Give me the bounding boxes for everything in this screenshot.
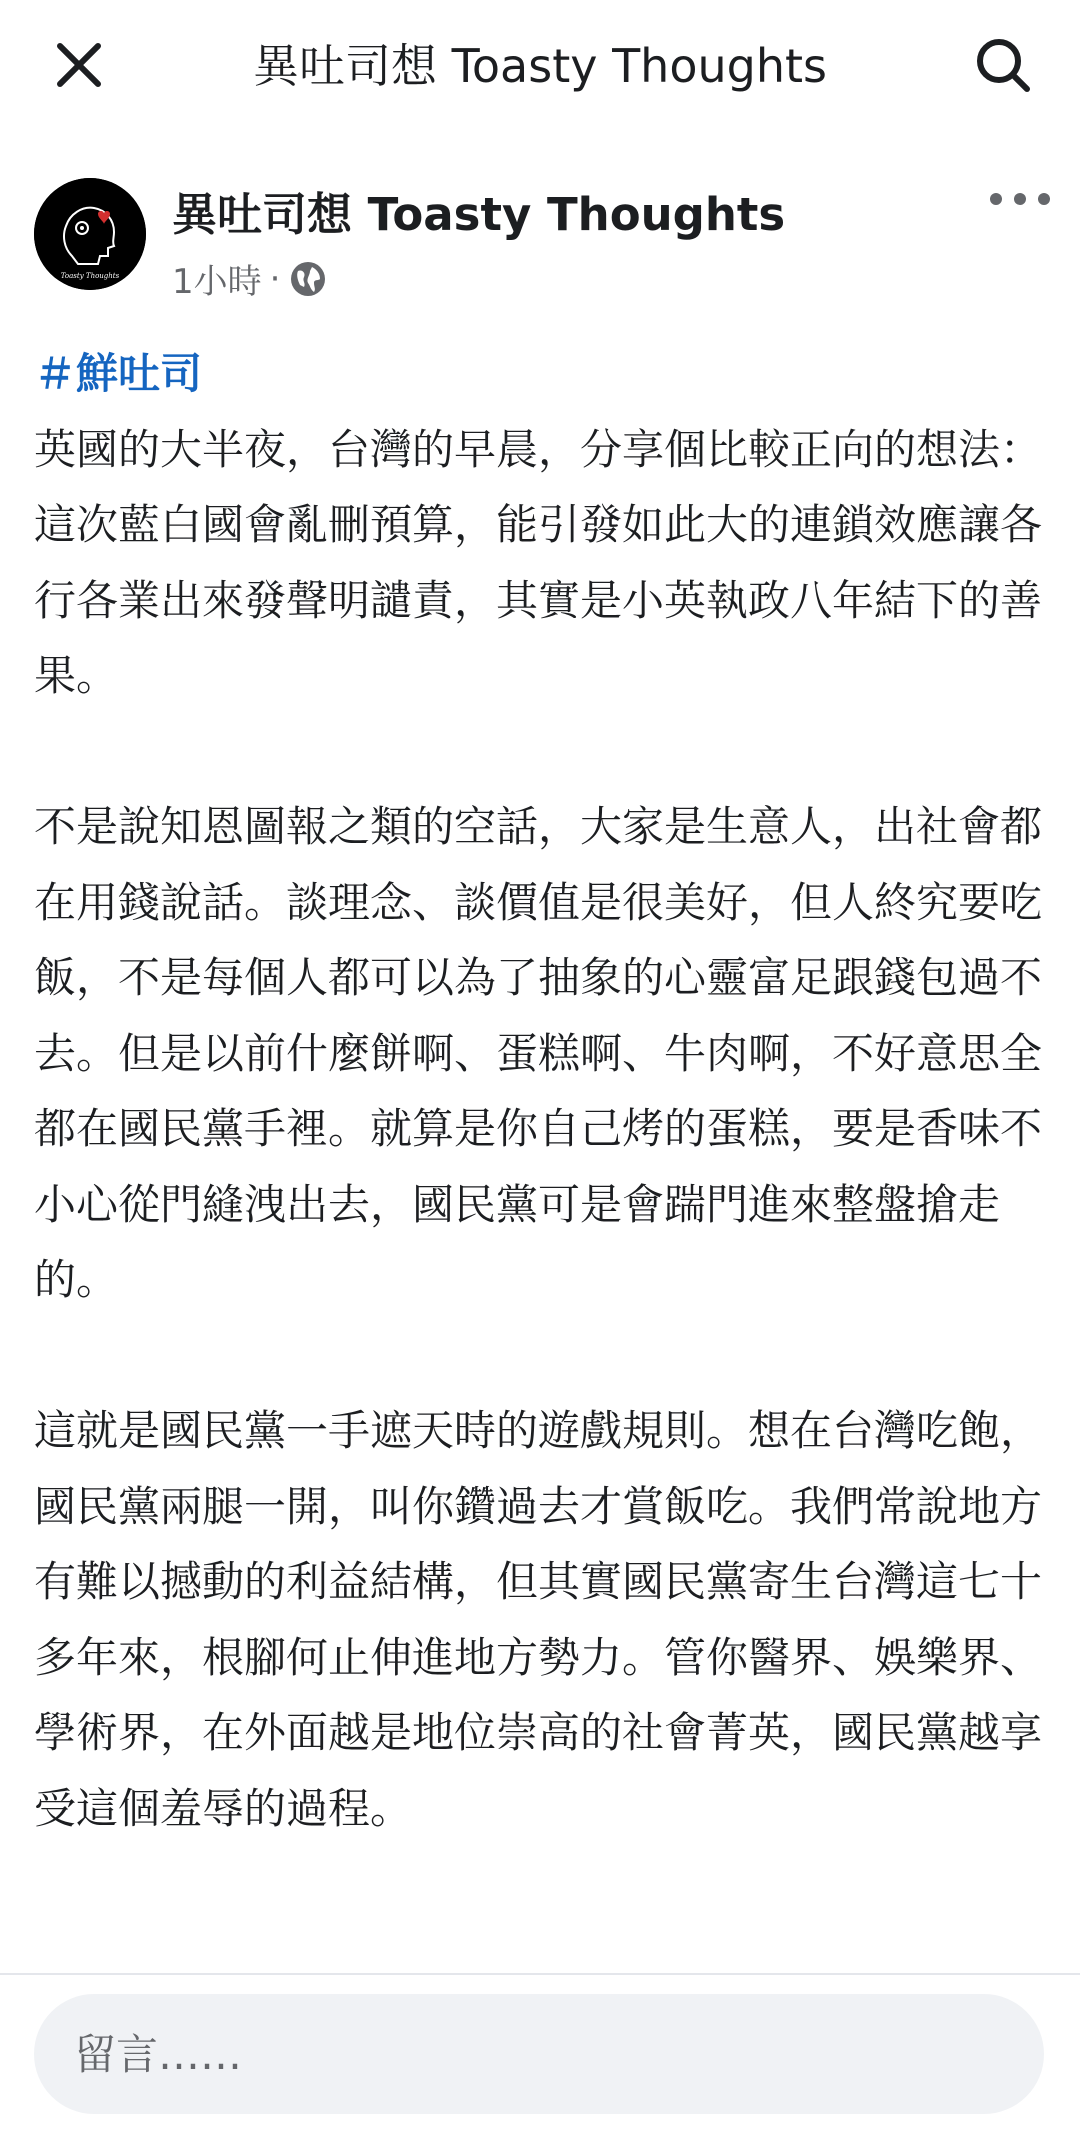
post-header xyxy=(0,170,1080,300)
close-button[interactable] xyxy=(44,30,114,100)
hashtag-link[interactable]: ＃鮮吐司 xyxy=(34,349,203,398)
post-paragraph: 英國的大半夜，台灣的早晨，分享個比較正向的想法：這次藍白國會亂刪預算，能引發如此大的連鎖效應讓各行各業出來發聲明譴責，其實是小英執政八年結下的善果。 xyxy=(34,424,1043,700)
divider xyxy=(0,1973,1080,1975)
toasty-thoughts-logo-icon xyxy=(34,178,146,290)
post-time[interactable]: 1小時 xyxy=(172,262,262,302)
more-options-button[interactable] xyxy=(990,184,1050,214)
search-icon xyxy=(973,35,1033,95)
more-horizontal-icon xyxy=(1014,193,1026,205)
comment-box[interactable] xyxy=(34,1994,1044,2114)
more-horizontal-icon xyxy=(1038,193,1050,205)
post-meta xyxy=(172,254,328,303)
meta-separator: · xyxy=(269,258,281,299)
more-horizontal-icon xyxy=(990,193,1002,205)
top-bar xyxy=(0,0,1080,125)
post-body xyxy=(34,336,1044,1846)
paragraph-gap xyxy=(34,1318,1044,1394)
page-title: 異吐司想 Toasty Thoughts xyxy=(253,38,827,93)
avatar[interactable] xyxy=(34,178,146,290)
comment-input[interactable] xyxy=(72,2029,976,2080)
post-paragraph: 不是說知恩圖報之類的空話，大家是生意人，出社會都在用錢說話。談理念、談價值是很美好，但人終究要吃飯，不是每個人都可以為了抽象的心靈富足跟錢包過不去。但是以前什麼餅啊、蛋糕啊、牛肉啊，不好意思全都在國民黨手裡。就算是你自己烤的蛋糕，要是香味不小心從門縫洩出去，國民黨可是會踹門進來整盤搶走的。 xyxy=(34,802,1043,1304)
globe-icon xyxy=(288,259,328,299)
search-button[interactable] xyxy=(966,28,1040,102)
post-paragraph: 這就是國民黨一手遮天時的遊戲規則。想在台灣吃飽，國民黨兩腿一開，叫你鑽過去才賞飯吃。我們常說地方有難以撼動的利益結構，但其實國民黨寄生台灣這七十多年來，根腳何止伸進地方勢力。管你醫界、娛樂界、學術界，在外面越是地位崇高的社會菁英，國民黨越享受這個羞辱的過程。 xyxy=(34,1406,1043,1833)
close-icon xyxy=(56,42,102,88)
page-name[interactable]: 異吐司想 Toasty Thoughts xyxy=(172,188,786,241)
paragraph-gap xyxy=(34,714,1044,790)
svg-text:Toasty Thoughts: Toasty Thoughts xyxy=(60,272,120,280)
